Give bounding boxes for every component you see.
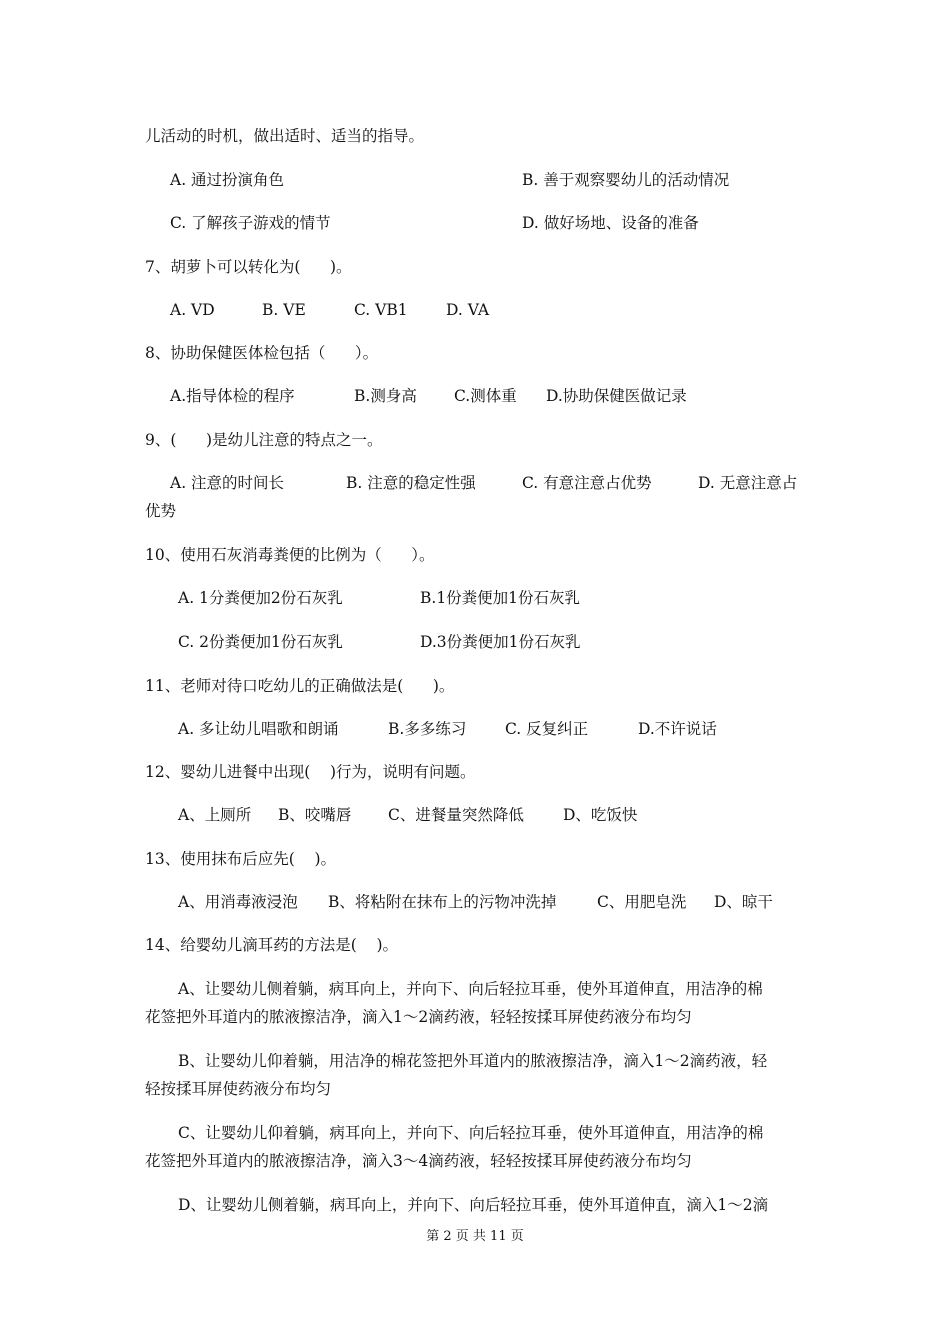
option-d: D. VA: [446, 301, 490, 319]
option-a: A. 通过扮演角色: [170, 171, 285, 189]
option-c-line-1: C、让婴幼儿仰着躺，病耳向上，并向下、向后轻拉耳垂，使外耳道伸直，用洁净的棉: [178, 1124, 764, 1142]
question-9: 9、( )是幼儿注意的特点之一。: [145, 431, 383, 449]
option-c: C、用肥皂洗: [597, 893, 687, 911]
option-a: A. VD: [170, 301, 215, 319]
question-13: 13、使用抹布后应先( )。: [145, 850, 337, 868]
option-a: A、上厕所: [178, 806, 252, 824]
option-d: D.3份粪便加1份石灰乳: [420, 633, 581, 651]
option-a: A. 多让幼儿唱歌和朗诵: [178, 720, 339, 738]
text-line: 优势: [145, 502, 177, 520]
option-b: B. 善于观察婴幼儿的活动情况: [522, 171, 730, 189]
option-b-line-2: 轻按揉耳屏使药液分布均匀: [145, 1080, 332, 1098]
question-10: 10、使用石灰消毒粪便的比例为（ ）。: [145, 546, 435, 564]
option-c: C. 有意注意占优势: [522, 474, 652, 492]
option-a-line-2: 花签把外耳道内的脓液擦洁净，滴入1～2滴药液，轻轻按揉耳屏使药液分布均匀: [145, 1008, 692, 1026]
question-11: 11、老师对待口吃幼儿的正确做法是( )。: [145, 677, 455, 695]
question-12: 12、婴幼儿进餐中出现( )行为，说明有问题。: [145, 763, 476, 781]
option-c: C、进餐量突然降低: [388, 806, 524, 824]
option-b: B、咬嘴唇: [278, 806, 352, 824]
option-c: C. 反复纠正: [505, 720, 589, 738]
option-c: C. VB1: [354, 301, 408, 319]
option-a: A. 注意的时间长: [170, 474, 285, 492]
option-a: A. 1分粪便加2份石灰乳: [178, 589, 343, 607]
option-c: C.测体重: [454, 387, 517, 405]
question-14: 14、给婴幼儿滴耳药的方法是( )。: [145, 936, 399, 954]
option-d: D.协助保健医做记录: [546, 387, 687, 405]
option-b: B.测身高: [354, 387, 417, 405]
option-b: B.多多练习: [388, 720, 467, 738]
text-line: 儿活动的时机，做出适时、适当的指导。: [145, 127, 425, 145]
option-b: B.1份粪便加1份石灰乳: [420, 589, 581, 607]
option-c: C. 2份粪便加1份石灰乳: [178, 633, 343, 651]
option-d: D. 无意注意占: [698, 474, 798, 492]
option-a-line-1: A、让婴幼儿侧着躺，病耳向上，并向下、向后轻拉耳垂，使外耳道伸直，用洁净的棉: [178, 980, 763, 998]
question-8: 8、协助保健医体检包括（ ）。: [145, 344, 379, 362]
option-b: B. 注意的稳定性强: [346, 474, 476, 492]
question-7: 7、胡萝卜可以转化为( )。: [145, 258, 352, 276]
option-c-line-2: 花签把外耳道内的脓液擦洁净，滴入3～4滴药液，轻轻按揉耳屏使药液分布均匀: [145, 1152, 692, 1170]
option-d: D. 做好场地、设备的准备: [522, 214, 699, 232]
option-d: D、晾干: [714, 893, 773, 911]
option-b: B、将粘附在抹布上的污物冲洗掉: [328, 893, 557, 911]
option-d-line-1: D、让婴幼儿侧着躺，病耳向上，并向下、向后轻拉耳垂，使外耳道伸直，滴入1～2滴: [178, 1196, 769, 1214]
option-b: B. VE: [262, 301, 306, 319]
option-c: C. 了解孩子游戏的情节: [170, 214, 331, 232]
option-b-line-1: B、让婴幼儿仰着躺，用洁净的棉花签把外耳道内的脓液擦洁净，滴入1～2滴药液，轻: [178, 1052, 768, 1070]
option-d: D、吃饭快: [563, 806, 638, 824]
option-a: A.指导体检的程序: [170, 387, 295, 405]
option-d: D.不许说话: [638, 720, 717, 738]
option-a: A、用消毒液浸泡: [178, 893, 298, 911]
page-number-footer: 第 2 页 共 11 页: [426, 1229, 524, 1244]
